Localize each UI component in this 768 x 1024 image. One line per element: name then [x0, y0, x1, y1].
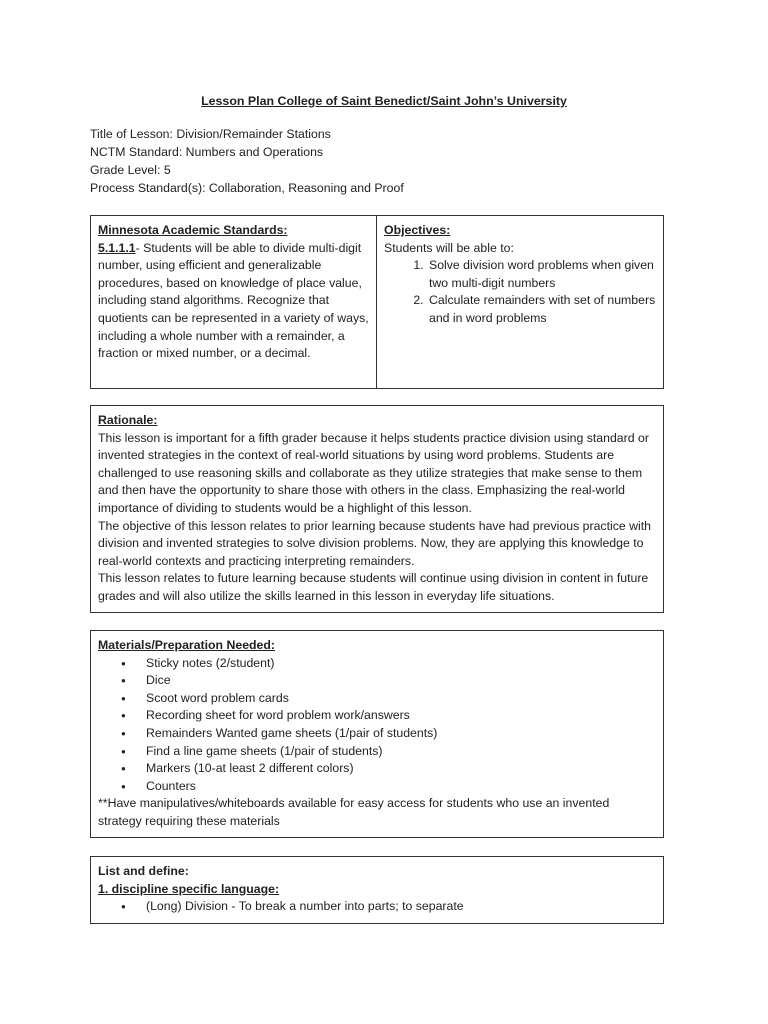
standards-objectives-table — [90, 215, 664, 389]
materials-heading: Materials/Preparation Needed: — [98, 638, 275, 652]
materials-list — [98, 655, 656, 796]
material-item: ● Sticky notes (2/student) — [124, 655, 656, 673]
material-item: ● Find a line game sheets (1/pair of students) — [124, 743, 656, 761]
document-title: Lesson Plan College of Saint Benedict/Saint John’s University — [201, 94, 567, 108]
materials-box — [90, 630, 664, 838]
objectives-cell — [377, 216, 663, 388]
objective-item: 1. Solve division word problems when given two multi-digit numbers — [427, 257, 656, 292]
material-item: ● Dice — [124, 672, 656, 690]
rationale-box — [90, 405, 664, 613]
objectives-list — [384, 257, 656, 327]
standard-text: - Students will be able to divide multi-digit number, using efficient and generalizable procedures, based on knowledge of place value, including stand algorithms. Recognize that quotients can be represented in a variety of ways, including a whole number with a remainder, a fraction or mixed number, or a decimal. — [98, 240, 369, 361]
material-item: ● Remainders Wanted game sheets (1/pair of students) — [124, 725, 656, 743]
standard-code: 5.1.1.1 — [98, 240, 136, 255]
objectives-intro: Students will be able to: — [384, 240, 514, 255]
standards-body — [98, 240, 369, 363]
rationale-paragraph: This lesson is important for a fifth grader because it helps students practice division using standard or invented strategies in the context of real-world situations by using word problems. Students are challenged to use reasoning skills and collaborate as they utilize strategies that make sense to them and then have the opportunity to share those with others in the class. Emphasizing the real-world importance of dividing to students would be a highlight of this lesson. — [98, 430, 649, 515]
vocab-subheading: 1. discipline specific language: — [98, 881, 280, 896]
grade-level-line: Grade Level: 5 — [90, 163, 171, 177]
rationale-paragraph: The objective of this lesson relates to prior learning because students have had previous practice with division and invented strategies to solve division problems. Now, they are applying this knowledge to real-world contexts and practicing interpreting remainders. — [98, 518, 651, 568]
vocab-list — [98, 898, 656, 916]
objective-item: 2. Calculate remainders with set of numbers and in word problems — [427, 292, 656, 327]
rationale-heading: Rationale: — [98, 413, 158, 427]
vocab-heading: List and define: — [98, 864, 189, 878]
material-item: ● Counters — [124, 778, 656, 796]
standards-heading: Minnesota Academic Standards: — [98, 223, 288, 237]
material-item: ● Scoot word problem cards — [124, 690, 656, 708]
vocab-item: ● (Long) Division - To break a number into parts; to separate — [124, 898, 656, 916]
process-standard-line: Process Standard(s): Collaboration, Reasoning and Proof — [90, 181, 404, 195]
materials-note: **Have manipulatives/whiteboards available for easy access for students who use an invented strategy requiring these materials — [98, 796, 610, 828]
standards-cell — [91, 216, 377, 388]
vocab-box — [90, 856, 664, 924]
rationale-paragraph: This lesson relates to future learning because students will continue using division in content in future grades and will also utilize the skills learned in this lesson in everyday life situations. — [98, 571, 649, 603]
material-item: ● Markers (10-at least 2 different colors) — [124, 760, 656, 778]
material-item: ● Recording sheet for word problem work/answers — [124, 707, 656, 725]
lesson-title-line: Title of Lesson: Division/Remainder Stations — [90, 127, 331, 141]
objectives-heading: Objectives: — [384, 223, 451, 237]
lesson-meta — [90, 126, 404, 198]
nctm-standard-line: NCTM Standard: Numbers and Operations — [90, 145, 324, 159]
